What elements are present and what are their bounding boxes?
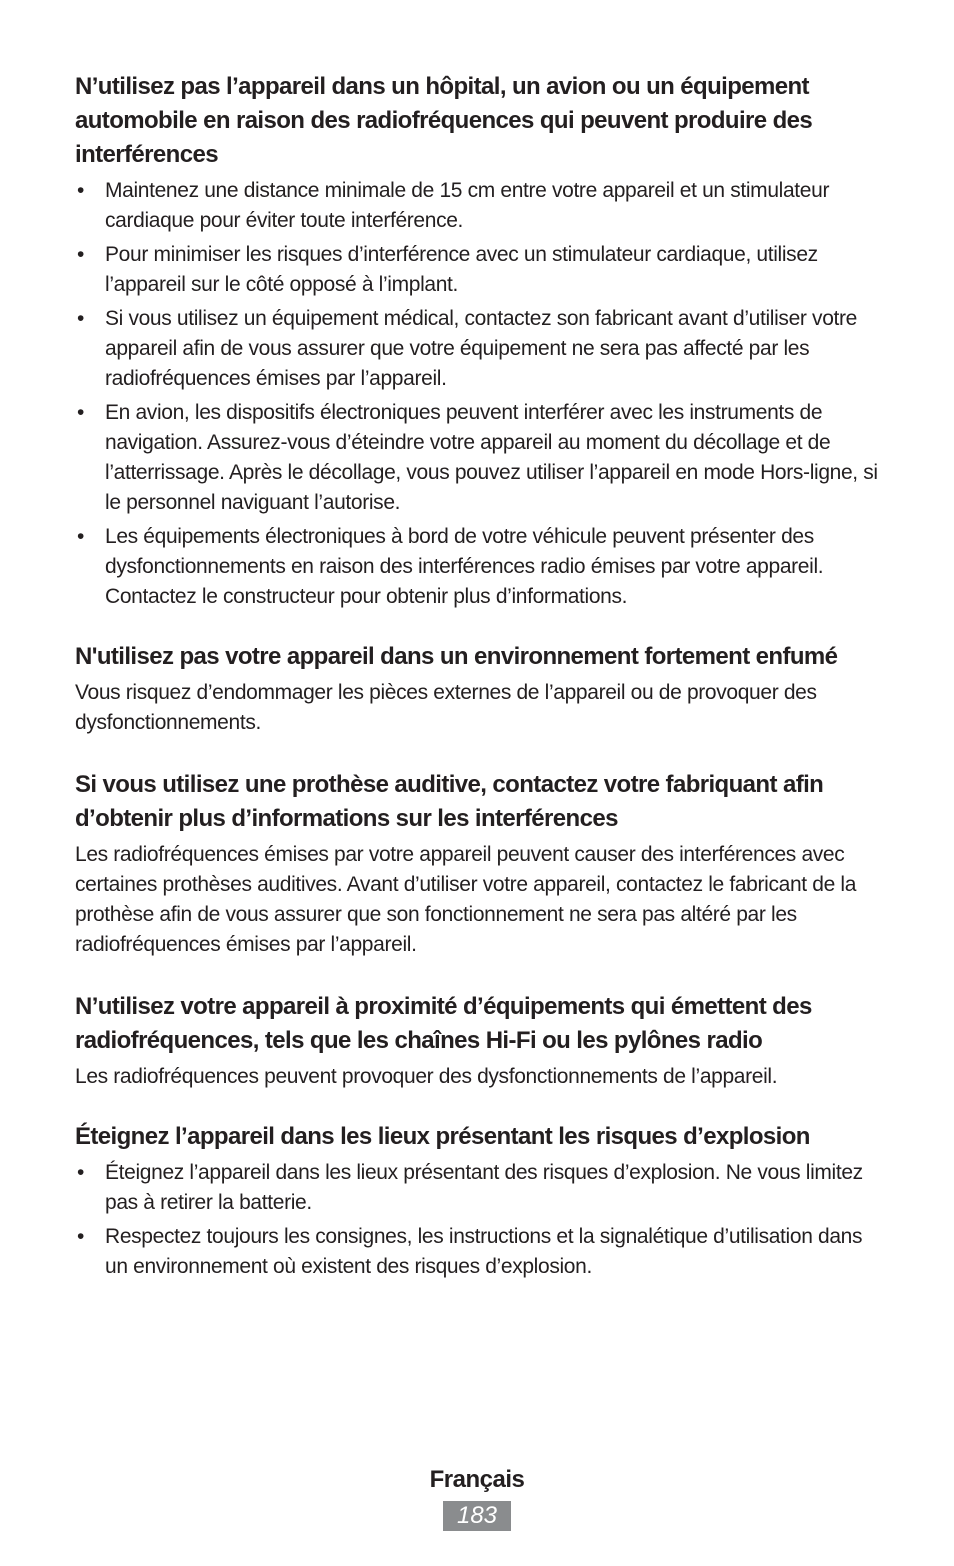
bullet-glyph: • [77,1225,85,1248]
bullet-list [75,176,885,612]
section-paragraph: Vous risquez d’endommager les pièces externes de l’appareil ou de provoquer des dysfonctionnements. [75,681,817,734]
section-paragraph: Les radiofréquences émises par votre appareil peuvent causer des interférences avec certaines prothèses auditives. Avant d’utiliser votre appareil, contactez le fabricant de la prothèse afin de vous assurer que son fonctionnement ne sera pas altéré par les radiofréquences émises par l’appareil. [75,843,857,956]
list-item [75,240,885,300]
section-heading: Éteignez l’appareil dans les lieux présentant les risques d’explosion [75,1123,810,1150]
section-heading: N’utilisez votre appareil à proximité d’équipements qui émettent des radiofréquences, tels que les chaînes Hi-Fi ou les pylônes radio [75,993,812,1054]
list-item-text: Maintenez une distance minimale de 15 cm entre votre appareil et un stimulateur cardiaque pour éviter toute interférence. [105,179,830,232]
page-footer [0,1463,954,1531]
section-heading: N’utilisez pas l’appareil dans un hôpital, un avion ou un équipement automobile en raison des radiofréquences qui peuvent produire des interférences [75,73,813,168]
bullet-glyph: • [77,1161,85,1184]
list-item-text: Si vous utilisez un équipement médical, contactez son fabricant avant d’utiliser votre appareil afin de vous assurer que votre équipement ne sera pas affecté par les radiofréquences émises par l’appareil. [105,307,857,390]
bullet-glyph: • [77,307,85,330]
section-radio-equipment [75,990,885,1092]
bullet-glyph: • [77,525,85,548]
bullet-glyph: • [77,179,85,202]
list-item-text: En avion, les dispositifs électroniques peuvent interférer avec les instruments de navigation. Assurez-vous d’éteindre votre appareil au moment du décollage et de l’atterrissage. Après le décollage, vous pouvez utiliser l’appareil en mode Hors-ligne, si le personnel naviguant l’autorise. [105,401,878,514]
section-heading: Si vous utilisez une prothèse auditive, contactez votre fabriquant afin d’obtenir plus d’informations sur les interférences [75,771,824,832]
bullet-glyph: • [77,401,85,424]
list-item [75,398,885,518]
bullet-list [75,1158,885,1282]
list-item-text: Les équipements électroniques à bord de votre véhicule peuvent présenter des dysfonctionnements en raison des interférences radio émises par votre appareil. Contactez le constructeur pour obtenir plus d’informations. [105,525,824,608]
bullet-glyph: • [77,243,85,266]
list-item-text: Respectez toujours les consignes, les instructions et la signalétique d’utilisation dans un environnement où existent des risques d’explosion. [105,1225,863,1278]
section-hospital-airplane-vehicle [75,70,885,612]
footer-language: Français [429,1466,525,1493]
list-item [75,522,885,612]
list-item-text: Pour minimiser les risques d’interférence avec un stimulateur cardiaque, utilisez l’appareil sur le côté opposé à l’implant. [105,243,818,296]
document-page [75,70,885,1286]
section-explosive-areas [75,1120,885,1282]
section-smoky-environment [75,640,885,738]
section-heading: N'utilisez pas votre appareil dans un environnement fortement enfumé [75,643,838,670]
list-item [75,176,885,236]
list-item-text: Éteignez l’appareil dans les lieux présentant des risques d’explosion. Ne vous limitez pas à retirer la batterie. [105,1161,863,1214]
page-number: 183 [443,1501,511,1531]
list-item [75,1222,885,1282]
list-item [75,304,885,394]
section-paragraph: Les radiofréquences peuvent provoquer des dysfonctionnements de l’appareil. [75,1065,778,1088]
list-item [75,1158,885,1218]
section-hearing-aid [75,768,885,960]
